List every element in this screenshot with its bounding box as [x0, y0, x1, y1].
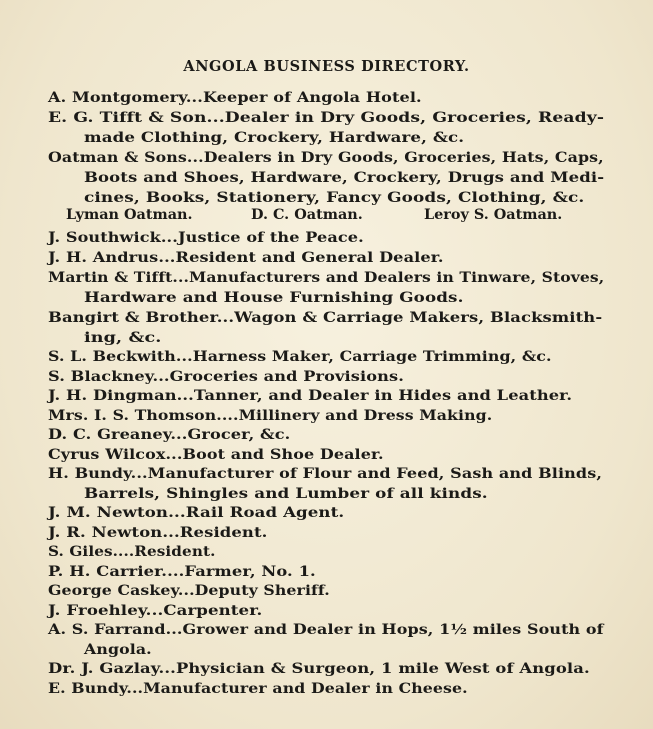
entry-line: S. Giles....Resident. — [48, 543, 216, 560]
entry-line: J. H. Andrus...Resident and General Dealer. — [48, 249, 444, 266]
partner-name: Leroy S. Oatman. — [424, 206, 563, 223]
entry-line: H. Bundy...Manufacturer of Flour and Feed, Sash and Blinds, — [48, 465, 603, 482]
entry-line: Dr. J. Gazlay...Physician & Surgeon, 1 mile West of Angola. — [48, 660, 590, 677]
entry-line: Hardware and House Furnishing Goods. — [84, 289, 464, 306]
entry-line: Martin & Tifft...Manufacturers and Dealers in Tinware, Stoves, — [48, 269, 605, 286]
entry-line: Mrs. I. S. Thomson....Millinery and Dress Making. — [48, 407, 493, 424]
entry-line: S. Blackney...Groceries and Provisions. — [48, 368, 404, 385]
entry-line: George Caskey...Deputy Sheriff. — [48, 582, 330, 599]
entry-line: E. Bundy...Manufacturer and Dealer in Cheese. — [48, 680, 468, 697]
entry-line: Angola. — [84, 641, 152, 658]
entry-line: J. Froehley...Carpenter. — [48, 602, 263, 619]
entry-line: ing, &c. — [84, 329, 162, 346]
partner-name: D. C. Oatman. — [251, 206, 363, 223]
partner-name: Lyman Oatman. — [66, 206, 193, 223]
entry-line: J. M. Newton...Rail Road Agent. — [48, 504, 345, 521]
entry-line: P. H. Carrier....Farmer, No. 1. — [48, 563, 316, 580]
entry-line: Oatman & Sons...Dealers in Dry Goods, Groceries, Hats, Caps, — [48, 149, 604, 166]
entry-line: E. G. Tifft & Son...Dealer in Dry Goods, Groceries, Ready- — [48, 109, 605, 126]
entry-line: J. H. Dingman...Tanner, and Dealer in Hides and Leather. — [48, 387, 573, 404]
entry-line: J. Southwick...Justice of the Peace. — [48, 229, 364, 246]
page-title: ANGOLA BUSINESS DIRECTORY. — [183, 58, 470, 75]
entry-line: A. S. Farrand...Grower and Dealer in Hops, 1½ miles South of — [48, 621, 604, 638]
entry-line: J. R. Newton...Resident. — [48, 524, 268, 541]
entry-line: S. L. Beckwith...Harness Maker, Carriage Trimming, &c. — [48, 348, 552, 365]
entry-line: Boots and Shoes, Hardware, Crockery, Drugs and Medi- — [84, 169, 605, 186]
entry-line: cines, Books, Stationery, Fancy Goods, Clothing, &c. — [84, 189, 585, 206]
entry-line: made Clothing, Crockery, Hardware, &c. — [84, 129, 465, 146]
entry-line: Bangirt & Brother...Wagon & Carriage Makers, Blacksmith- — [48, 309, 603, 326]
entry-line: Barrels, Shingles and Lumber of all kinds. — [84, 485, 488, 502]
entry-line: A. Montgomery...Keeper of Angola Hotel. — [48, 89, 422, 106]
entry-line: Cyrus Wilcox...Boot and Shoe Dealer. — [48, 446, 384, 463]
oatman-partner-names — [0, 206, 653, 226]
entry-line: D. C. Greaney...Grocer, &c. — [48, 426, 291, 443]
